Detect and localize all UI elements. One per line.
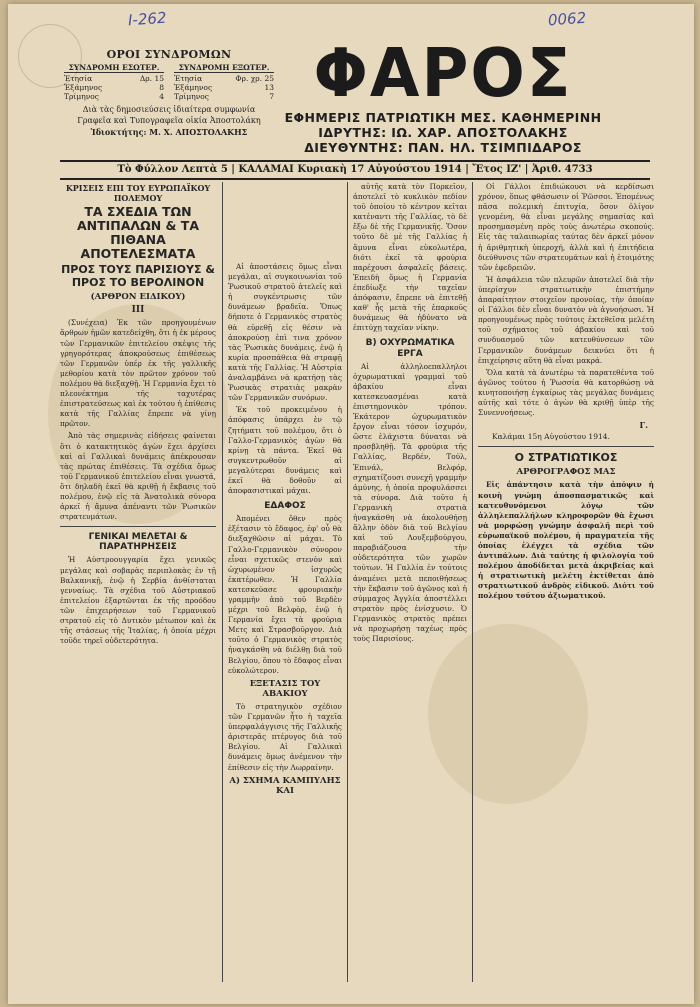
article-paragraph: Ὅλα κατὰ τὰ ἀνωτέρω τὰ παρατεθέντα τοῦ ἀγῶνος τούτου ἡ Ῥωσσία θὰ κατορθώσῃ νὰ κινητοποιήσῃ ἐγκαίρως τὰς μεγάλας δυνάμεις αὐτῆς καὶ τότε ὁ ἀγὼν θὰ κριθῇ ὑπὲρ τῆς Συνεννοήσεως. [478,367,654,418]
rate-label: Ἑξάμηνος [174,83,213,92]
article-paragraph: Τὸ στρατηγικὸν σχέδιον τῶν Γερμανῶν ἦτο ἡ ταχεῖα ὑπερφαλάγγισις τῆς Γαλλικῆς ἀριστερᾶς πτέρυγος διὰ τοῦ Βελγίου. Αἱ Γαλλικαὶ δυνάμεις ὅμως ἀνέμενον τὴν ἐπίθεσιν εἰς τὴν Λωρραίνην. [228,701,342,772]
subscription-title: ΟΡΟΙ ΣΥΝΔΡΟΜΩΝ [106,48,232,61]
rate-value: 7 [269,92,274,101]
rate-value: 4 [159,92,164,101]
rate-value: Φρ. χρ. 25 [235,74,274,83]
subscription-foreign [174,63,274,101]
column-4 [478,182,654,992]
section-divider [60,526,216,527]
foreign-heading: ΣΥΝΔΡΟΜΗ ΕΞΩΤΕΡ. [174,63,274,73]
subscription-domestic [64,63,164,101]
rate-value: Δρ. 15 [139,74,164,83]
subscription-note: Διὰ τὰς δημοσιεύσεις ἰδιαίτερα συμφωνία [82,105,256,114]
founder-line: ΙΔΡΥΤΗΣ: ΙΩ. ΧΑΡ. ΑΠΟΣΤΟΛΑΚΗΣ [318,125,568,140]
rate-label: Τρίμηνος [174,92,209,101]
rate-value: 8 [159,83,164,92]
masthead [270,35,616,155]
column-rule [222,182,223,982]
article-paragraph: Οἱ Γάλλοι ἐπιδιώκουσι νὰ κερδίσωσι χρόνον, ὅπως φθάσωσιν οἱ Ῥῶσσοι. Ἐπομένως πᾶσα πολεμικὴ ἐπιτυχία, ὅσον ὀλίγον γενομένη, θὰ εἶναι μεγάλης σημασίας καὶ προσημασμένη πρὸς τοὺς ἀνωτέρω σκοπούς. Εἰς τὰς ταλαιπωρίας ταύτας δὲν ἀρκεῖ μόνον ἡ ἀριθμητικὴ ὑπεροχή, ἀλλὰ καὶ ἡ ἐπιτήδεια διεύθυνσις τῶν στρατευμάτων καὶ ἡ ἑτοιμότης τῶν ἐφεδρειῶν. [478,182,654,272]
handwritten-note-right: 0062 [547,8,587,30]
article-paragraph: Ἡ Αὐστροουγγαρία ἔχει γενικῶς μεγάλας καὶ σοβαρὰς περιπλοκὰς ἐν τῇ Βαλκανικῇ, ἐνῷ ἡ Σερβία ἀνθίσταται γενναίως. Τὰ σχέδια τοῦ Αὐστριακοῦ ἐπιτελείου ἐξαρτῶνται ἐκ τῆς προόδου τῶν ἐπιχειρήσεων τοῦ Γερμανικοῦ στρατοῦ εἰς τὸ Δυτικὸν μέτωπον καὶ ἐκ τῆς στάσεως τῆς Ἰταλίας, ἡ ὁποία μέχρι τοῦδε τηρεῖ οὐδετερότητα. [60,555,216,646]
article-dateline: Καλάμαι 15η Αὐγούστου 1914. [492,432,610,442]
subscription-box [64,48,274,137]
column-3 [353,182,467,992]
rate-label: Τρίμηνος [64,92,99,101]
domestic-heading: ΣΥΝΔΡΟΜΗ ΕΣΩΤΕΡ. [64,63,164,73]
section-heading-military: Ο ΣΤΡΑΤΙΩΤΙΚΟΣ [514,451,618,465]
section-heading-curve: Α) ΣΧΗΜΑ ΚΑΜΠΥΛΗΣ ΚΑΙ [229,775,341,796]
column-2 [228,182,342,992]
section-heading-board: ΕΞΕΤΑΣΙΣ ΤΟΥ ΑΒΑΚΙΟΥ [249,678,321,699]
part-numeral: ΙΙΙ [131,305,145,316]
article-subhead: ΠΡΟΣ ΤΟΥΣ ΠΑΡΙΣΙΟΥΣ & ΠΡΟΣ ΤΟ ΒΕΡΟΛΙΝΟΝ [61,263,215,290]
owner-line: Ἰδιοκτήτης: Μ. Χ. ΑΠΟΣΤΟΛΑΚΗΣ [90,127,248,137]
section-heading-fortifications: Β) ΟΧΥΡΩΜΑΤΙΚΑ ΕΡΓΑ [365,338,455,359]
section-heading-terrain: ΕΔΑΦΟΣ [264,501,306,512]
article-paragraph: Ἡ ἀσφάλεια τῶν πλευρῶν ἀποτελεῖ διὰ τὴν ὑπερίσχυν στρατιωτικὴν ἐπιστήμην ἀπαραίτητον στοιχεῖον προνοίας, τὴν ὁποίαν οἱ Γάλλοι δὲν εἶναι δυνατὸν νὰ ἀγνοήσωσι. Ἡ προηγουμένως πρὸς τούτοις ἐκτεθεῖσα μελέτη τοῦ σχήματος τοῦ ἀβακίου καὶ τοῦ συνδυασμοῦ τῶν κατευθύνσεων τῶν Γερμανικῶν δυνάμεων δεικνύει ὅτι ἡ ἐπιχείρησις αὕτη θὰ εἶναι μακρά. [478,274,654,365]
article-paragraph: Εἰς ἀπάντησιν κατὰ τὴν ἀπόψιν ἡ κοινὴ γνώμη ἀποσπασματικῶς καὶ κατευθυνόμενοι λόγῳ τῶν ἀλληλεπαλλήλων κληροφορῶν θὰ ἔχωσι νὰ μορφώσῃ γνώμην ἀσφαλῆ περὶ τοῦ εὐρωπαϊκοῦ πολέμου, ἡ πραγματεία τῆς ὁποίας ἐλέγχει τὰ σχέδια τῶν ἀντιπάλων. Διὰ ταύτης ἡ φιλολογία τοῦ πολέμου ἀποδίδεται μετὰ ἀκριβείας καὶ ἡ στρατιωτικὴ μελέτη ἐκτίθεται ἀπὸ στρατιωτικοῦ ἀνδρὸς εἰδικοῦ. Διότι τοῦ πολέμου τούτου ἀξιωματικοῦ. [478,480,654,601]
handwritten-note-left: Ι-262 [127,8,168,30]
article-paragraph: (Συνέχεια) Ἐκ τῶν προηγουμένων ἄρθρων ἡμῶν κατεδείχθη, ὅτι ἡ ἐκ μέρους τῶν Γερμανικῶν ἐπιτελείου σκέψις τῆς γρηγορότερας ἀποκρούσεως ἐπιθέσεως τῶν Γερμανῶν ὑπέρ ἐκ τῆς γαλλικῆς μεθορίου κατὰ τὸν πρῶτον χρόνον τοῦ πολέμου θὰ διεξαχθῇ. Ἡ Γερμανία ἔχει τὸ πλεονέκτημα τῆς ταχυτέρας ἐπιστρατεύσεως καὶ ἐκ τούτου ἡ ἐπίθεσις κατὰ τῆς Γαλλίας ἔπρεπε νὰ γίνῃ πρῶτον. [60,318,216,429]
column-1 [60,182,216,992]
newspaper-subtitle: ΕΦΗΜΕΡΙΣ ΠΑΤΡΙΩΤΙΚΗ ΜΕΣ. ΚΑΘΗΜΕΡΙΝΗ [284,110,602,125]
section-heading: ΓΕΝΙΚΑΙ ΜΕΛΕΤΑΙ & ΠΑΡΑΤΗΡΗΣΕΙΣ [88,532,188,553]
article-paragraph: Ἀπὸ τὰς σημερινὰς εἰδήσεις φαίνεται ὅτι ὁ κατακτητικὸς ἀγὼν ἔχει ἀρχίσει καὶ αἱ Γαλλικαὶ δυνάμεις ἀπέκρουσαν τὰς πρώτας ἐπιθέσεις. Τὰ σχέδια ὅμως τοῦ Γερμανικοῦ ἐπιτελείου εἶναι γνωστά, ὅτι δηλαδὴ ἐκεῖ θὰ κριθῇ ἡ ἔκβασις τοῦ πολέμου, ἐνῷ εἰς τὰ Ἀνατολικὰ σύνορα ἀρκεῖ ἡ ἄμυνα ἀπέναντι τῶν Ῥωσικῶν στρατευμάτων. [60,431,216,522]
dateline: Τὸ Φύλλον Λεπτὰ 5 | ΚΑΛΑΜΑΙ Κυριακὴ 17 Αὐγούστου 1914 | Ἔτος ΙΖ' | Ἀριθ. 4733 [60,160,650,180]
rate-label: Ἑξάμηνος [64,83,103,92]
rate-value: 13 [264,83,274,92]
section-divider [478,446,654,447]
newspaper-title: ΦΑΡΟΣ [313,35,573,113]
article-paragraph: αὐτῆς κατὰ τὸν Πορκεῖον, ἀποτελεῖ τὸ κυκλικὸν πεδίον τοῦ ὁποίου τὸ κέντρον κεῖται κατέναντι τῆς Γαλλίας, τὸ δὲ ἔξω δὲ τῆς Γερμανικῆς. Ὅσον τοῦτο δὲ μὲ τῆς Γαλλίας ἡ ἄμυνα εἶναι εὐκολωτέρα, διότι ἐκεῖ τὰ φρούρια παρέχουσι ἀσφαλεῖς βάσεις. Ἐπειδὴ ὅμως ἡ Γερμανία ἐπεδίωξε τὴν ταχεῖαν ἀπόφασιν, ἔπρεπε νὰ ἐπιτεθῇ καθ' ἧς μετὰ τῆς ἐπαρκοῦς δυνάμεως θὰ ἠδύνατο νὰ ἐπιτύχῃ ταχεῖαν νίκην. [353,182,467,333]
rate-label: Ἐτησία [64,74,93,83]
offices-note: Γραφεῖα καὶ Τυπογραφεῖα οἰκία Ἀποστολάκη [77,116,261,125]
column-rule [347,182,348,982]
rate-label: Ἐτησία [174,74,203,83]
column-rule [472,182,473,982]
article-paragraph: Ἐκ τοῦ προκειμένου ἡ ἀπόφασις ὑπάρχει ἐν τῷ ζητήματι τοῦ πολέμου, ὅτι ὁ Γαλλο-Γερμανικὸς ἀγὼν θὰ κρίνῃ τὰ πάντα. Ἐκεῖ θὰ συγκεντρωθοῦν αἱ μεγαλύτεραι δυνάμεις καὶ ἐκεῖ θὰ δοθοῦν αἱ ἀποφασιστικαὶ μάχαι. [228,405,342,496]
article-signature: Γ. [639,420,648,431]
newspaper-page [8,4,694,1004]
article-byline: (ΑΡΘΡΟΝ ΕΙΔΙΚΟΥ) [90,292,186,303]
article-kicker: ΚΡΙΣΕΙΣ ΕΠΙ ΤΟΥ ΕΥΡΩΠΑΪΚΟΥ ΠΟΛΕΜΟΥ [65,183,211,204]
section-heading-writer: ΑΡΘΡΟΓΡΑΦΟΣ ΜΑΣ [516,467,616,478]
article-paragraph: Αἱ ἀποστάσεις ὅμως εἶναι μεγάλαι, αἱ συγκοινωνίαι τοῦ Ῥωσικοῦ στρατοῦ ἀτελεῖς καὶ ἡ συγκέντρωσις τῶν δυνάμεων βραδεῖα. Ὅπως δήποτε ὁ Γερμανικὸς στρατὸς θὰ εὑρεθῇ εἰς θέσιν νὰ ἀποκρούσῃ ἐπὶ τινα χρόνον τὰς Ῥωσικὰς δυνάμεις, ἐνῷ ἡ κυρία προσπάθεια θὰ στραφῇ κατὰ τῆς Γαλλίας. Ἡ Αὐστρία ἀναλαμβάνει νὰ κρατήσῃ τὰς Ῥωσικὰς στρατιὰς μακρὰν τῶν Γερμανικῶν συνόρων. [228,262,342,403]
article-paragraph: Αἱ ἀλληλοεπαλληλοι ὀχυρωματικαὶ γραμμαὶ τοῦ ἀβακίου εἶναι κατεσκευασμέναι κατὰ ἐπιστημονικὸν τρόπον. Ἐκάτερον ὠχυρωματικὸν ἔργον εἶναι τόσον ἰσχυρόν, ὥστε ἐλάχιστα δύναται νὰ προσβληθῇ. Τὰ φρούρια τῆς Γαλλίας, Βερδέν, Τούλ, Ἐπινάλ, Βελφόρ, σχηματίζουσι συνεχῆ γραμμὴν ἀμύνης, ἡ ὁποία προφυλάσσει τὰ σύνορα. Διὰ τοῦτο ἡ Γερμανικὴ στρατιὰ ἠναγκάσθη νὰ ἀκολουθήσῃ ἄλλην ὁδὸν διὰ τοῦ Βελγίου καὶ τοῦ Λουξεμβούργου, παραβιάζουσα τὴν οὐδετερότητα τῶν χωρῶν τούτων. Ἡ Γαλλία ἐν τούτοις ἀναμένει μετὰ πεποιθήσεως τὴν ἔκβασιν τοῦ ἀγῶνος καὶ ἡ σύμμαχος Ἀγγλία ἀποστέλλει στρατὸν πρὸς ἐνίσχυσιν. Ὁ Γερμανικὸς στρατὸς πρέπει νὰ προχωρήσῃ ταχέως πρὸς τοὺς Παρισίους. [353,361,467,644]
director-line: ΔΙΕΥΘΥΝΤΗΣ: ΠΑΝ. ΗΛ. ΤΣΙΜΠΙΔΑΡΟΣ [304,140,582,155]
article-headline: ΤΑ ΣΧΕΔΙΑ ΤΩΝ ΑΝΤΙΠΑΛΩΝ & ΤΑ ΠΙΘΑΝΑ ΑΠΟΤΕΛΕΣΜΑΤΑ [76,204,199,262]
article-paragraph: Ἀπομένει ὅθεν πρὸς ἐξέτασιν τὸ ἔδαφος, ἐφ' οὗ θὰ διεξαχθῶσιν αἱ μάχαι. Τὸ Γαλλο-Γερμανικὸν σύνορον εἶναι σχετικῶς στενὸν καὶ ὠχυρωμένον ἰσχυρῶς ἐκατέρωθεν. Ἡ Γαλλία κατεσκεύασε φρουριακὴν γραμμὴν ἀπὸ τοῦ Βερδὲν μέχρι τοῦ Βελφὸρ, ἐνῷ ἡ Γερμανία ἔχει τὰ φρούρια Μετς καὶ Στρασβοῦργον. Διὰ τοῦτο ὁ Γερμανικὸς στρατὸς ἠναγκάσθη νὰ διέλθῃ διὰ τοῦ Βελγίου, ὅπου τὸ ἔδαφος εἶναι εὐκολώτερον. [228,514,342,675]
